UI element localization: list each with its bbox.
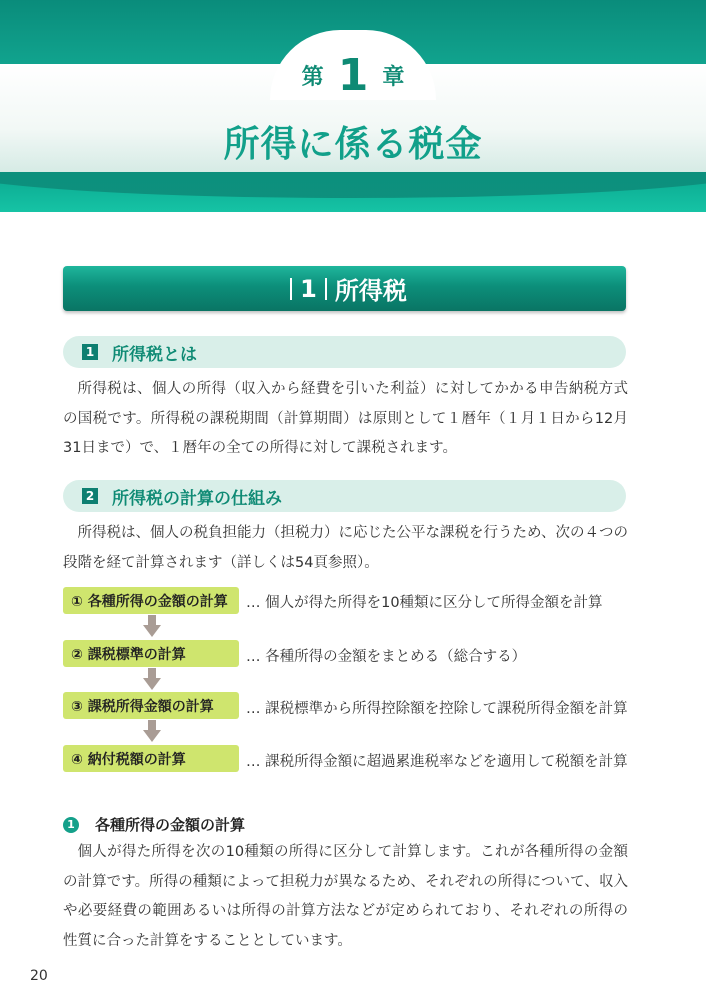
item-title: 各種所得の金額の計算 <box>95 816 246 834</box>
subsection-body: 所得税は、個人の税負担能力（担税力）に応じた公平な課税を行うため、次の４つの段階を経て計算されます（詳しくは54頁参照）。 <box>63 525 628 571</box>
subsection-heading <box>63 336 626 368</box>
step-box: ② 課税標準の計算 <box>63 640 239 667</box>
subsection-title: 所得税の計算の仕組み <box>112 488 282 509</box>
subsection-number-box: 1 <box>82 344 98 360</box>
step-box: ④ 納付税額の計算 <box>63 745 239 772</box>
item-marker: 1 <box>63 817 79 833</box>
down-arrow-icon <box>143 720 161 742</box>
subsection-title: 所得税とは <box>112 344 197 365</box>
step-description: … 個人が得た所得を10種類に区分して所得金額を計算 <box>246 595 603 611</box>
section-divider-right <box>325 278 327 300</box>
subsection-number-box: 2 <box>82 488 98 504</box>
chapter-label <box>0 50 706 101</box>
step-box: ① 各種所得の金額の計算 <box>63 587 239 614</box>
subsection-body: 所得税は、個人の所得（収入から経費を引いた利益）に対してかかる申告納税方式の国税です。所得税の課税期間（計算期間）は原則として１暦年（１月１日から12月31日まで）で、１暦年の全ての所得に対して課税されます。 <box>63 381 628 456</box>
chapter-prefix: 第 <box>301 65 324 90</box>
section-number: 1 <box>300 274 317 303</box>
chapter-number: 1 <box>337 50 369 101</box>
section-divider-left <box>290 278 292 300</box>
step-description: … 課税所得金額に超過累進税率などを適用して税額を計算 <box>246 754 628 770</box>
step-box: ③ 課税所得金額の計算 <box>63 692 239 719</box>
chapter-title: 所得に係る税金 <box>223 124 483 165</box>
section-title: 所得税 <box>334 277 407 305</box>
subsection-heading <box>63 480 626 512</box>
step-description: … 課税標準から所得控除額を控除して課税所得金額を計算 <box>246 701 628 717</box>
section-heading <box>63 266 626 311</box>
item-heading <box>63 814 245 835</box>
down-arrow-icon <box>143 615 161 637</box>
item-body: 個人が得た所得を次の10種類の所得に区分して計算します。これが各種所得の金額の計算です。所得の種類によって担税力が異なるため、それぞれの所得について、収入や必要経費の範囲あるいは所得の計算方法などが定められており、それぞれの所得の性質に合った計算をすることとしています。 <box>63 844 628 949</box>
step-description: … 各種所得の金額をまとめる（総合する） <box>246 649 527 665</box>
down-arrow-icon <box>143 668 161 690</box>
chapter-suffix: 章 <box>382 65 405 90</box>
page-number: 20 <box>30 968 48 984</box>
